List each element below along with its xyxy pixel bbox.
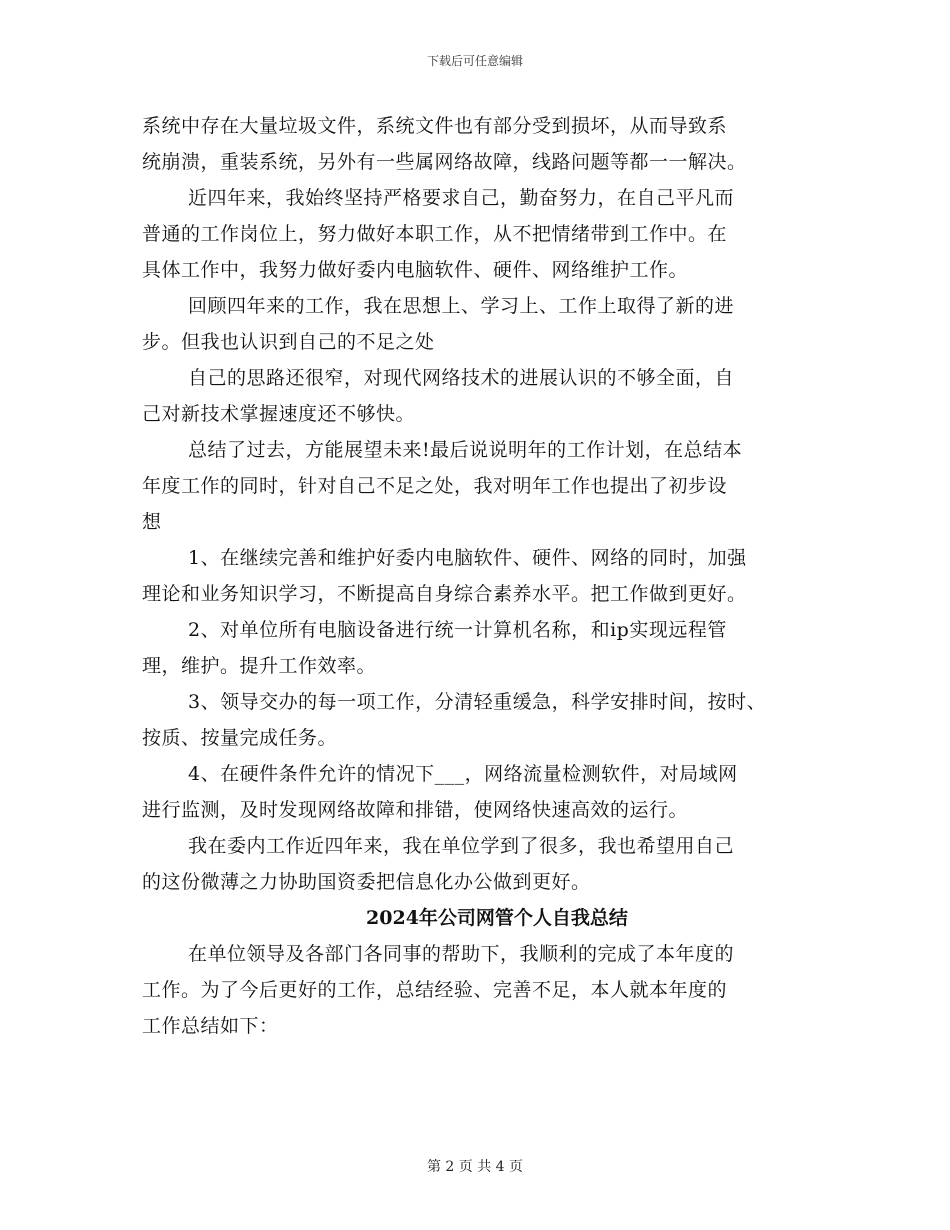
body-line: 具体工作中，我努力做好委内电脑软件、硬件、网络维护工作。: [142, 259, 689, 281]
body-line: 工作总结如下：: [142, 1015, 279, 1037]
body-line: 步。但我也认识到自己的不足之处: [142, 331, 435, 353]
body-line: 自己的思路还很窄，对现代网络技术的进展认识的不够全面，自: [188, 367, 735, 389]
body-line: 理论和业务知识学习，不断提高自身综合素养水平。把工作做到更好。: [142, 583, 747, 605]
body-line: 想: [142, 511, 162, 533]
document-body: [142, 108, 832, 1044]
body-line: 总结了过去，方能展望未来!最后说说明年的工作计划，在总结本: [188, 439, 743, 461]
list-item-3: 3、领导交办的每一项工作，分清轻重缓急，科学安排时间，按时、: [188, 691, 767, 713]
list-item-4: 4、在硬件条件允许的情况下___，网络流量检测软件，对局域网: [188, 763, 738, 785]
list-item-1: 1、在继续完善和维护好委内电脑软件、硬件、网络的同时，加强: [188, 547, 747, 569]
body-line: 年度工作的同时，针对自己不足之处，我对明年工作也提出了初步设: [142, 475, 728, 497]
body-line: 统崩溃，重装系统，另外有一些属网络故障，线路问题等都一一解决。: [142, 151, 747, 173]
list-item-2: 2、对单位所有电脑设备进行统一计算机名称，和ip实现远程管: [188, 619, 727, 641]
body-line: 的这份微薄之力协助国资委把信息化办公做到更好。: [142, 871, 591, 893]
body-line: 理，维护。提升工作效率。: [142, 655, 377, 677]
page-number-footer: 第 2 页 共 4 页: [426, 1159, 524, 1175]
body-line: 在单位领导及各部门各同事的帮助下，我顺利的完成了本年度的: [188, 943, 735, 965]
section-title: 2024年公司网管个人自我总结: [366, 907, 628, 929]
body-line: 普通的工作岗位上，努力做好本职工作，从不把情绪带到工作中。在: [142, 223, 728, 245]
body-line: 回顾四年来的工作，我在思想上、学习上、工作上取得了新的进: [188, 295, 735, 317]
page-header: 下载后可任意编辑: [426, 54, 523, 68]
body-line: 近四年来，我始终坚持严格要求自己，勤奋努力，在自己平凡而: [188, 187, 735, 209]
body-line: 系统中存在大量垃圾文件，系统文件也有部分受到损坏，从而导致系: [142, 115, 728, 137]
body-line: 我在委内工作近四年来，我在单位学到了很多，我也希望用自己: [188, 835, 735, 857]
body-line: 进行监测，及时发现网络故障和排错，使网络快速高效的运行。: [142, 799, 689, 821]
body-line: 己对新技术掌握速度还不够快。: [142, 403, 416, 425]
body-line: 按质、按量完成任务。: [142, 727, 338, 749]
body-line: 工作。为了今后更好的工作，总结经验、完善不足，本人就本年度的: [142, 979, 728, 1001]
